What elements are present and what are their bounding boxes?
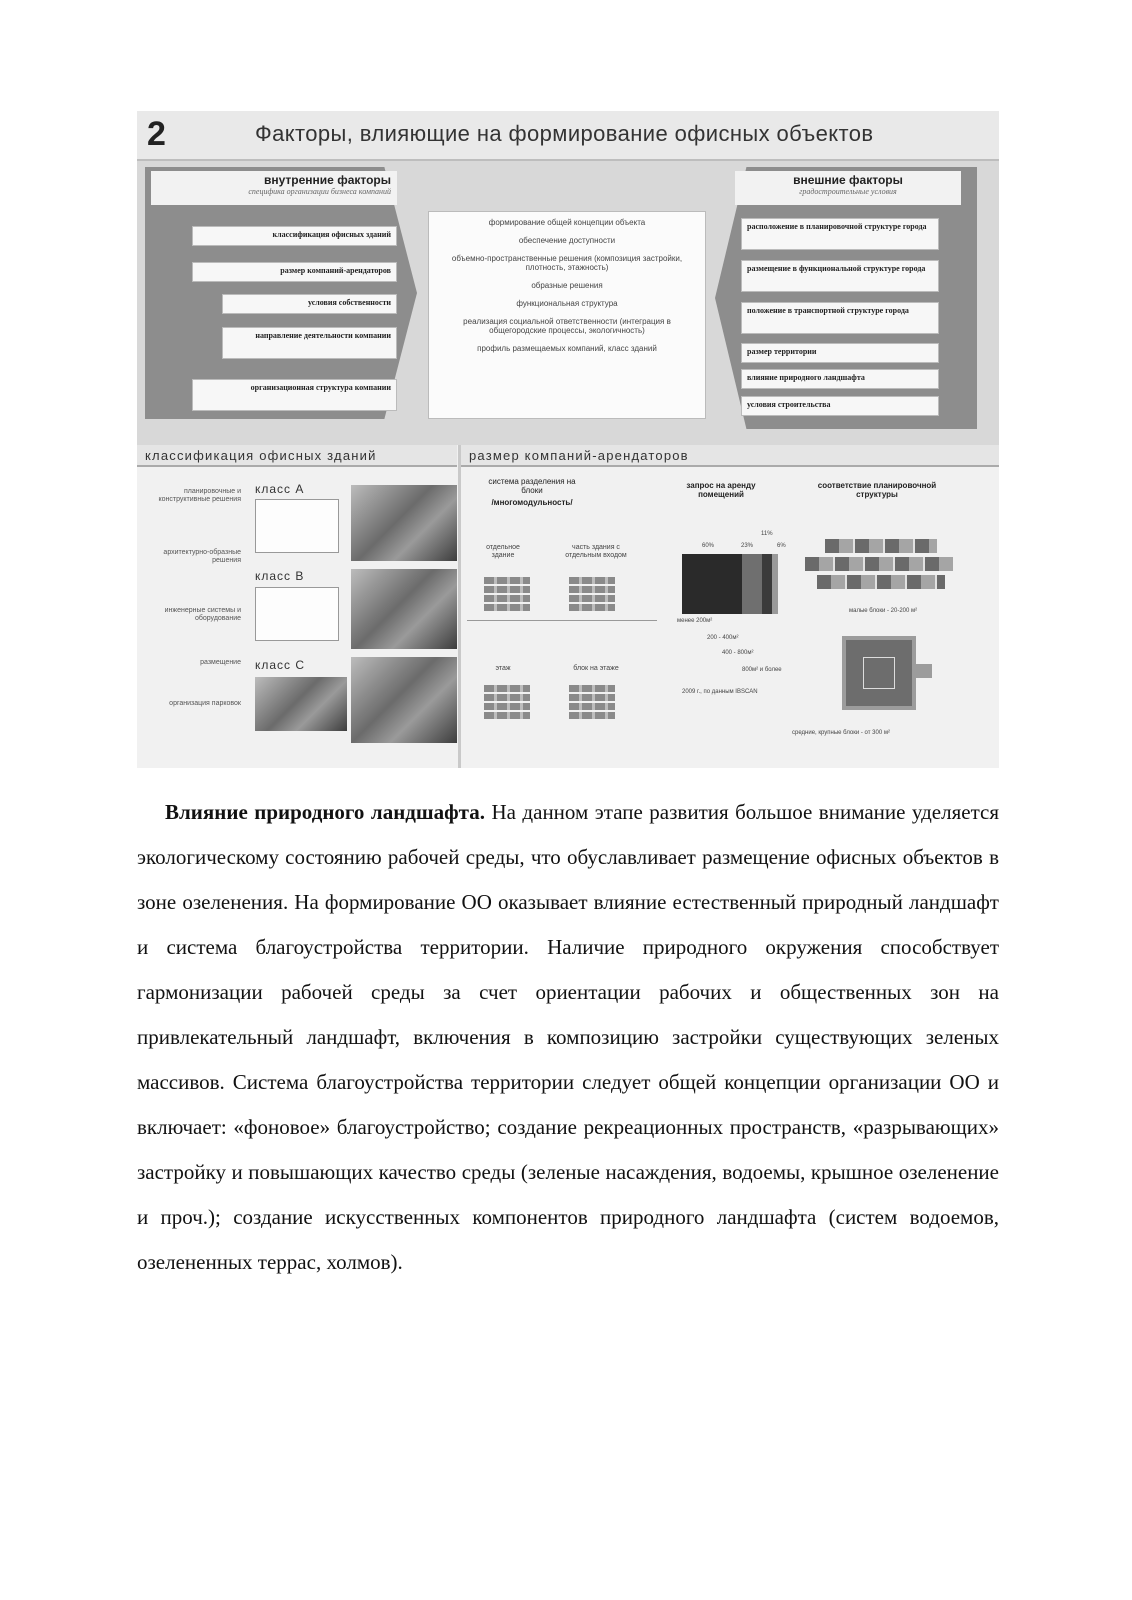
- demand-percent: 6%: [777, 543, 786, 549]
- demand-legend: менее 200м²: [677, 618, 713, 624]
- demand-percent: 23%: [741, 543, 754, 549]
- demand-header: запрос на аренду помещений: [686, 481, 756, 499]
- paragraph-body: На данном этапе развития большое внимание уделяется экологическому состоянию рабочей среды, что обуславливает размещение офисных объектов в зоне озеленения. На формирование ОО оказывает влияние естественный природный ландшафт и система благоустройства территории. Наличие природного окружения способствует гармонизации рабочей среды за счет ориентации рабочих и общественных зон на привлекательный ландшафт, включения в композицию застройки существующих зеленых массивов. Система благоустройства территории следует общей концепции организации ОО и включает: «фоновое» благоустройство; создание рекреационных пространств, «разрывающих» застройку и повышающих качество среды (зеленые насаждения, водоемы, крышное озеленение и проч.); создание искусственных компонентов природного ландшафта (систем водоемов, озелененных террас, холмов).: [137, 800, 999, 1274]
- demand-block-large: [682, 554, 742, 614]
- center-factors-box: [428, 211, 706, 419]
- split-divider: [467, 620, 657, 621]
- small-blocks-label: малые блоки - 20-200 м²: [849, 608, 918, 614]
- demand-legend: 800м² и более: [742, 667, 782, 673]
- large-block-annex: [916, 664, 932, 678]
- paragraph-lead: Влияние природного ландшафта.: [165, 800, 485, 824]
- split-subheader: /многомодульность/: [491, 498, 573, 507]
- demand-block-medium: [742, 554, 762, 614]
- demand-percent: 11%: [761, 531, 773, 537]
- split-label: отдельное здание: [486, 544, 520, 559]
- external-factor-item: положение в транспортной структуре города: [741, 302, 939, 334]
- class-a-label: класс А: [255, 482, 305, 496]
- demand-legend: 400 - 800м²: [722, 650, 754, 656]
- split-label: часть здания с отдельным входом: [565, 544, 627, 559]
- center-item: объемно-пространственные решения (композиция застройки, плотность, этажность): [451, 254, 683, 272]
- plan-header: соответствие планировочной структуры: [817, 481, 937, 499]
- external-factor-item: влияние природного ландшафта: [741, 369, 939, 389]
- large-blocks-label: средние, крупные блоки - от 300 м²: [792, 730, 890, 736]
- external-factors-title: внешние факторы: [793, 173, 903, 187]
- small-block-row: [817, 575, 945, 589]
- center-item: функциональная структура: [516, 299, 618, 308]
- center-item: образные решения: [531, 281, 603, 290]
- criteria-label: организация парковок: [169, 700, 241, 707]
- class-a-photo: [351, 485, 457, 561]
- internal-factors-title: внутренние факторы: [263, 173, 391, 187]
- class-c-photo-left: [255, 677, 347, 731]
- demand-source: 2009 г., по данным IBSCAN: [682, 689, 758, 695]
- split-label: блок на этаже: [573, 665, 619, 672]
- center-item: обеспечение доступности: [518, 236, 616, 245]
- figure-title: Факторы, влияющие на формирование офисных объектов: [255, 121, 874, 146]
- internal-factors-header: [151, 171, 397, 205]
- criteria-label: инженерные системы и оборудование: [164, 607, 241, 622]
- internal-factor-item: организационная структура компании: [192, 379, 397, 411]
- class-c-label: класс С: [255, 658, 306, 672]
- external-factors-header: [735, 171, 961, 205]
- internal-factor-item: размер компаний-арендаторов: [192, 262, 397, 282]
- small-block-row: [805, 557, 953, 571]
- split-header: система разделения на блоки: [488, 477, 576, 495]
- figure-title-bar: [137, 111, 999, 161]
- figure-number: 2: [147, 115, 166, 153]
- body-paragraph: [137, 790, 999, 1285]
- class-a-plan: [255, 499, 339, 553]
- center-item: реализация социальной ответственности (интеграция в общегородские процессы, экологичность): [463, 317, 671, 335]
- demand-block-xsmall: [772, 554, 778, 614]
- classification-header: классификация офисных зданий: [137, 445, 457, 467]
- internal-factors-subtitle: специфика организации бизнеса компаний: [248, 187, 391, 196]
- center-item: формирование общей концепции объекта: [488, 218, 646, 227]
- large-block-core: [863, 657, 895, 689]
- split-label: этаж: [495, 665, 511, 672]
- small-block-row: [825, 539, 937, 553]
- split-stack: [569, 685, 615, 721]
- external-arrow: [715, 167, 977, 429]
- class-b-label: класс В: [255, 569, 305, 583]
- internal-factor-item: условия собственности: [222, 294, 397, 314]
- demand-legend: 200 - 400м²: [707, 635, 739, 641]
- section-divider: [458, 445, 461, 768]
- external-factor-item: расположение в планировочной структуре города: [741, 218, 939, 250]
- split-stack: [484, 577, 530, 613]
- class-c-photo-right: [351, 657, 457, 743]
- split-stack: [569, 577, 615, 613]
- criteria-label: архитектурно-образные решения: [163, 549, 241, 564]
- internal-factor-item: направление деятельности компании: [222, 327, 397, 359]
- demand-percent: 60%: [702, 543, 715, 549]
- tenants-header: размер компаний-арендаторов: [461, 445, 999, 467]
- external-factor-item: размещение в функциональной структуре города: [741, 260, 939, 292]
- internal-factor-item: классификация офисных зданий: [192, 226, 397, 246]
- class-b-photo: [351, 569, 457, 649]
- external-factor-item: размер территории: [741, 343, 939, 363]
- split-stack: [484, 685, 530, 721]
- external-factors-subtitle: градостроительные условия: [799, 187, 897, 196]
- class-b-plan: [255, 587, 339, 641]
- criteria-label: планировочные и конструктивные решения: [158, 488, 241, 503]
- external-factor-item: условия строительства: [741, 396, 939, 416]
- center-item: профиль размещаемых компаний, класс зданий: [477, 344, 657, 353]
- criteria-label: размещение: [200, 659, 241, 666]
- figure-poster: [137, 111, 999, 768]
- demand-block-small: [762, 554, 772, 614]
